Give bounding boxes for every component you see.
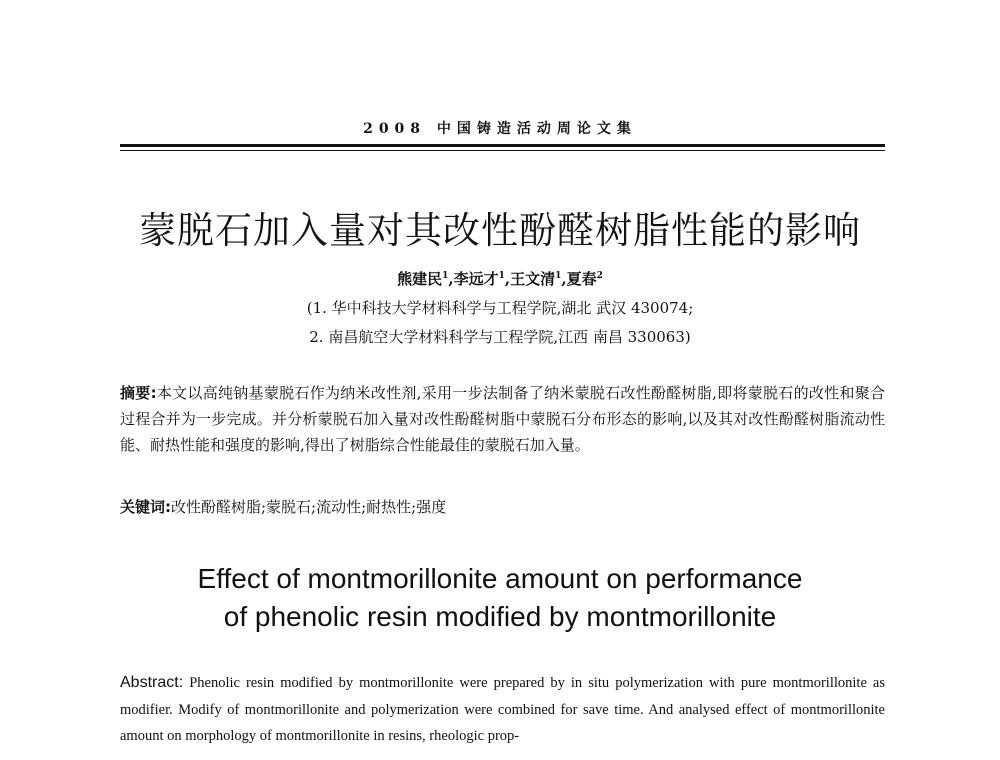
author-name: 王文清 — [510, 270, 556, 288]
abstract-english-text: Phenolic resin modified by montmorillonite were prepared by in situ polymerization with pure montmorillonite as modifier. Modify of montmorillonite and polymerization were combined for save time. And analysed effect of montmorillonite amount on morphology of montmorillonite in resins, rheologic prop- — [120, 675, 886, 744]
author-affiliation-mark: 2 — [596, 271, 603, 281]
paper-title-english — [0, 560, 1000, 636]
abstract-english — [120, 670, 885, 750]
keywords-chinese — [120, 496, 885, 517]
paper-title-english-line-1: Effect of montmorillonite amount on performance — [197, 563, 803, 594]
keywords-text: 改性酚醛树脂;蒙脱石;流动性;耐热性;强度 — [171, 498, 447, 516]
abstract-chinese-text: 本文以高纯钠基蒙脱石作为纳米改性剂,采用一步法制备了纳米蒙脱石改性酚醛树脂,即将蒙脱石的改性和聚合过程合并为一步完成。并分析蒙脱石加入量对改性酚醛树脂中蒙脱石分布形态的影响,以及其对改性酚醛树脂流动性能、耐热性能和强度的影响,得出了树脂综合性能最佳的蒙脱石加入量。 — [120, 384, 886, 454]
author-affiliation-mark: 1 — [498, 271, 505, 281]
abstract-chinese-label: 摘要: — [120, 384, 157, 402]
paper-title-chinese: 蒙脱石加入量对其改性酚醛树脂性能的影响 — [139, 209, 861, 252]
abstract-english-label: Abstract: — [120, 674, 184, 691]
author-name: 熊建民 — [397, 270, 443, 288]
author-list: 熊建民$^1$,李远才$^1$,王文清$^1$,夏春$^2$ — [397, 270, 603, 288]
header-rule-thick — [120, 144, 885, 147]
header-rule-thin — [120, 150, 885, 151]
keywords-label: 关键词: — [120, 498, 171, 516]
running-header: 2008 中国铸造活动周论文集 — [363, 121, 637, 137]
abstract-chinese — [120, 380, 885, 458]
author-name: 李远才 — [453, 270, 499, 288]
affiliation-2: 2. 南昌航空大学材料科学与工程学院,江西 南昌 330063) — [309, 328, 691, 346]
author-name: 夏春 — [566, 270, 597, 288]
author-affiliation-mark: 1 — [555, 271, 562, 281]
author-affiliation-mark: 1 — [442, 271, 449, 281]
paper-title-english-line-2: of phenolic resin modified by montmorillonite — [223, 601, 777, 632]
affiliation-1: (1. 华中科技大学材料科学与工程学院,湖北 武汉 430074; — [306, 299, 694, 317]
